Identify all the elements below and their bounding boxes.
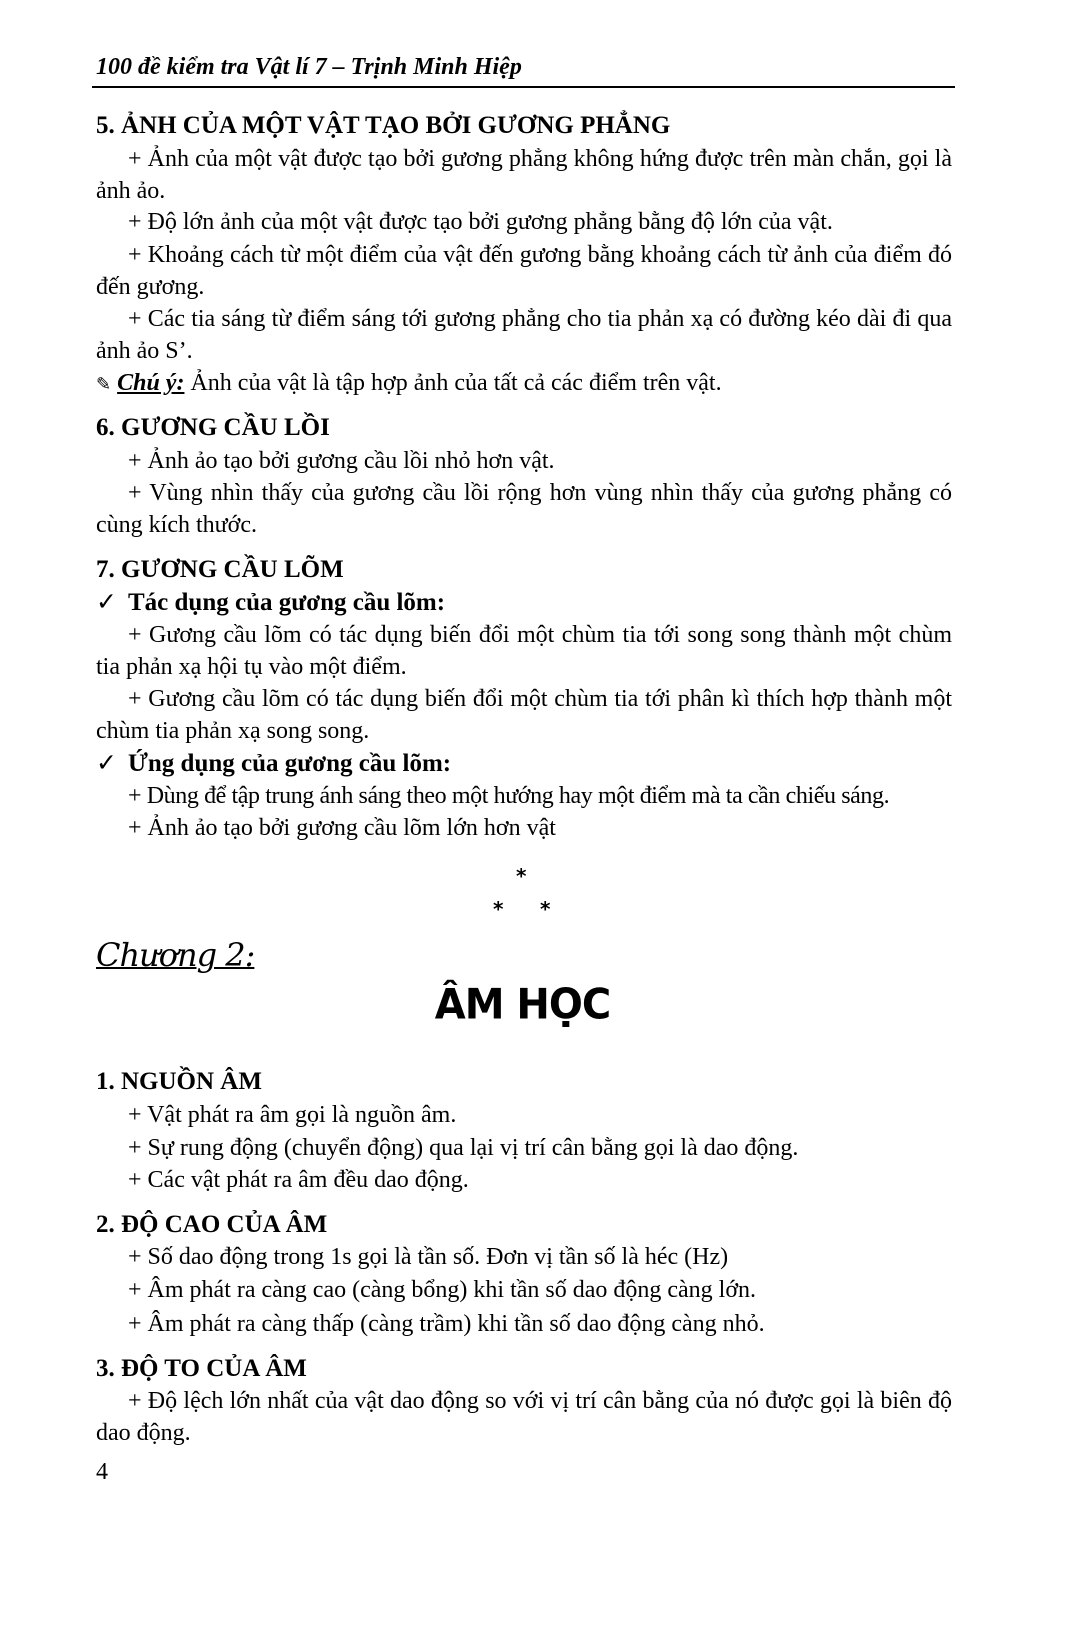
paragraph: + Độ lớn ảnh của một vật được tạo bởi gương phẳng bằng độ lớn của vật. — [128, 209, 833, 235]
paragraph: + Âm phát ra càng thấp (càng trầm) khi tần số dao động càng nhỏ. — [128, 1311, 765, 1337]
paragraph: + Ảnh ảo tạo bởi gương cầu lõm lớn hơn vật — [128, 815, 556, 841]
paragraph: + Ảnh của một vật được tạo bởi gương phẳng không hứng được trên màn chắn, gọi là ảnh ảo. — [96, 146, 952, 204]
section-heading: 5. ẢNH CỦA MỘT VẬT TẠO BỞI GƯƠNG PHẲNG — [96, 112, 671, 139]
paragraph: + Các vật phát ra âm đều dao động. — [128, 1167, 469, 1193]
separator-star: * — [493, 897, 504, 921]
subheading — [96, 587, 952, 619]
paragraph: + Gương cầu lõm có tác dụng biến đổi một chùm tia tới song song thành một chùm tia phản xạ hội tụ vào một điểm. — [96, 622, 952, 680]
header-rule — [92, 86, 955, 88]
checkmark-icon: ✓ — [96, 750, 117, 777]
note-text: Ảnh của vật là tập hợp ảnh của tất cả các điểm trên vật. — [184, 370, 722, 396]
paragraph: + Ảnh ảo tạo bởi gương cầu lồi nhỏ hơn vật. — [128, 448, 555, 474]
checkmark-icon: ✓ — [96, 589, 117, 616]
subheading-text: Ứng dụng của gương cầu lõm: — [128, 750, 452, 777]
section-heading: 2. ĐỘ CAO CỦA ÂM — [96, 1211, 328, 1238]
page-number: 4 — [96, 1459, 108, 1485]
section-heading: 1. NGUỒN ÂM — [96, 1068, 262, 1095]
separator-star: * — [540, 897, 551, 921]
paragraph: + Khoảng cách từ một điểm của vật đến gương bằng khoảng cách từ ảnh của điểm đó đến gương. — [96, 242, 952, 300]
paragraph: + Các tia sáng từ điểm sáng tới gương phẳng cho tia phản xạ có đường kéo dài đi qua ảnh ảo S’. — [96, 306, 952, 364]
paragraph: + Vật phát ra âm gọi là nguồn âm. — [128, 1102, 457, 1128]
chapter-label: Chương 2: — [96, 936, 255, 974]
running-header: 100 đề kiểm tra Vật lí 7 – Trịnh Minh Hiệp — [96, 54, 522, 80]
paragraph: + Sự rung động (chuyển động) qua lại vị trí cân bằng gọi là dao động. — [128, 1135, 799, 1161]
note-label: Chú ý: — [117, 370, 185, 396]
separator-star: * — [516, 864, 527, 888]
paragraph: + Số dao động trong 1s gọi là tần số. Đơn vị tần số là héc (Hz) — [128, 1244, 729, 1270]
pencil-icon: ✎ — [96, 374, 112, 395]
note — [96, 368, 952, 401]
paragraph: + Độ lệch lớn nhất của vật dao động so với vị trí cân bằng của nó được gọi là biên độ dao động. — [96, 1388, 952, 1446]
section-heading: 3. ĐỘ TO CỦA ÂM — [96, 1355, 307, 1382]
subheading-text: Tác dụng của gương cầu lõm: — [128, 589, 446, 616]
paragraph: + Gương cầu lõm có tác dụng biến đổi một chùm tia tới phân kì thích hợp thành một chùm tia phản xạ song song. — [96, 686, 952, 744]
paragraph: + Vùng nhìn thấy của gương cầu lồi rộng hơn vùng nhìn thấy của gương phẳng có cùng kích thước. — [96, 480, 952, 538]
paragraph: + Dùng để tập trung ánh sáng theo một hướng hay một điểm mà ta cần chiếu sáng. — [128, 783, 890, 809]
paragraph: + Âm phát ra càng cao (càng bổng) khi tần số dao động càng lớn. — [128, 1277, 757, 1303]
subheading — [96, 748, 952, 780]
section-heading: 7. GƯƠNG CẦU LÕM — [96, 556, 344, 583]
section-heading: 6. GƯƠNG CẦU LỒI — [96, 414, 330, 441]
chapter-title: ÂM HỌC — [434, 980, 611, 1030]
